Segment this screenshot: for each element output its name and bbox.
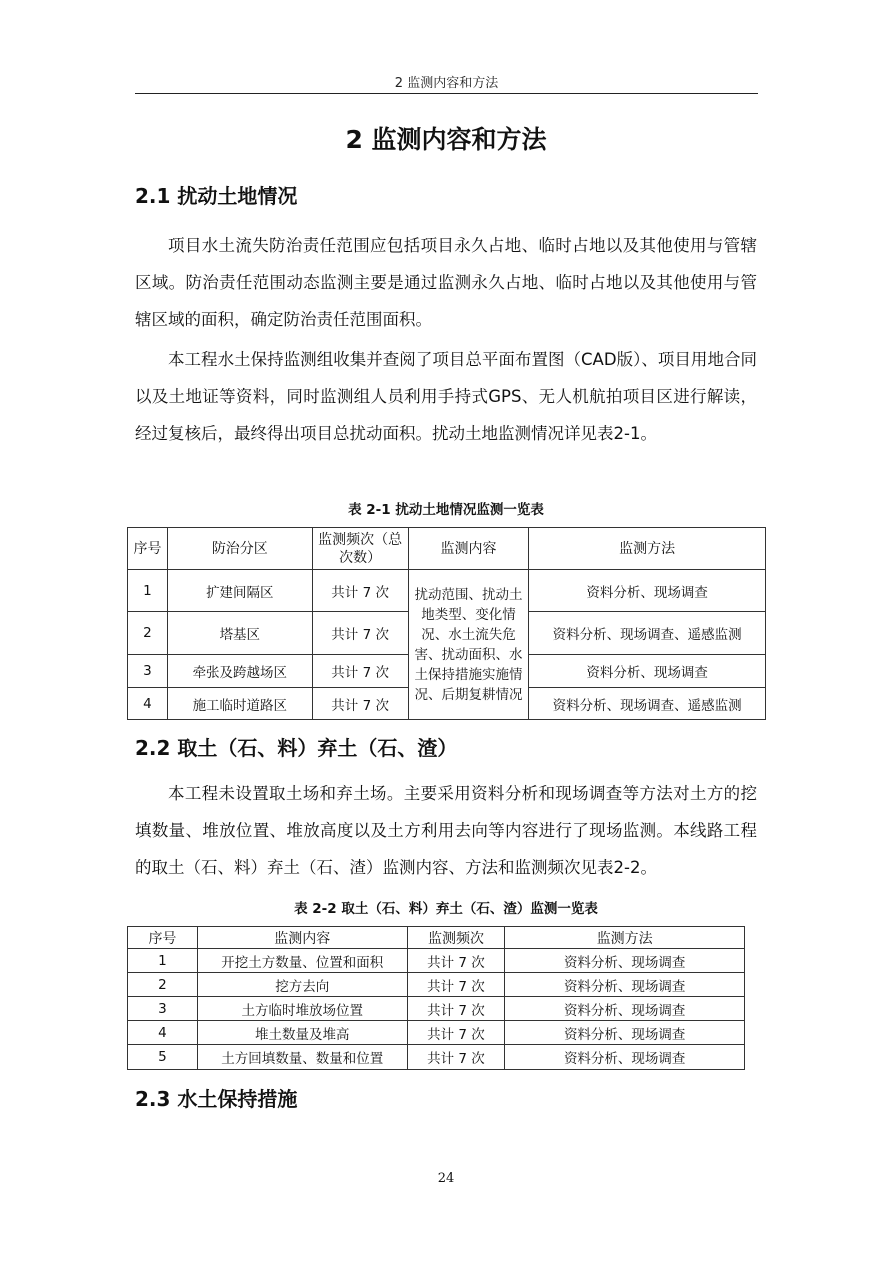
- row-frequency: 共计 7 次: [312, 688, 408, 720]
- row-frequency: 共计 7 次: [407, 949, 505, 973]
- row-no: 4: [128, 1021, 198, 1045]
- row-no: 1: [128, 570, 168, 612]
- row-method: 资料分析、现场调查: [529, 655, 766, 688]
- row-frequency: 共计 7 次: [407, 997, 505, 1021]
- table-header-row: [128, 927, 745, 949]
- header-content: 监测内容: [408, 528, 529, 570]
- row-method: 资料分析、现场调查: [505, 949, 745, 973]
- header-zone: 防治分区: [167, 528, 312, 570]
- header-no: 序号: [128, 528, 168, 570]
- header-frequency: 监测频次（总次数）: [312, 528, 408, 570]
- row-content: 堆土数量及堆高: [197, 1021, 407, 1045]
- row-no: 5: [128, 1045, 198, 1070]
- row-method: 资料分析、现场调查: [529, 570, 766, 612]
- header-content: 监测内容: [197, 927, 407, 949]
- table-caption-2-1: 表 2-1 扰动土地情况监测一览表: [348, 502, 544, 518]
- row-content: 土方临时堆放场位置: [197, 997, 407, 1021]
- row-no: 2: [128, 612, 168, 655]
- table-row: [128, 997, 745, 1021]
- row-zone: 牵张及跨越场区: [167, 655, 312, 688]
- header-no: 序号: [128, 927, 198, 949]
- row-frequency: 共计 7 次: [407, 1021, 505, 1045]
- chapter-title: 2 监测内容和方法: [345, 125, 547, 154]
- running-header: 2 监测内容和方法: [394, 76, 499, 91]
- paragraph-2-2: 本工程未设置取土场和弃土场。主要采用资料分析和现场调查等方法对土方的挖填数量、堆放位置、堆放高度以及土方利用去向等内容进行了现场监测。本线路工程的取土（石、料）弃土（石、渣）监测内容、方法和监测频次见表2-2。: [135, 784, 757, 877]
- table-header-row: [128, 528, 766, 570]
- header-rule: [135, 93, 758, 94]
- disturbed-land-table: [127, 527, 766, 720]
- row-no: 3: [128, 997, 198, 1021]
- table-row: [128, 949, 745, 973]
- row-frequency: 共计 7 次: [407, 1045, 505, 1070]
- table-row: [128, 570, 766, 612]
- row-content-merged: 扰动范围、扰动土地类型、变化情况、水土流失危害、扰动面积、水土保持措施实施情况、后期复耕情况: [408, 570, 529, 720]
- row-zone: 扩建间隔区: [167, 570, 312, 612]
- header-frequency: 监测频次: [407, 927, 505, 949]
- row-content: 挖方去向: [197, 973, 407, 997]
- row-zone: 施工临时道路区: [167, 688, 312, 720]
- section-heading-2-1: 2.1 扰动土地情况: [135, 184, 298, 208]
- row-frequency: 共计 7 次: [312, 655, 408, 688]
- row-no: 2: [128, 973, 198, 997]
- section-heading-2-2: 2.2 取土（石、料）弃土（石、渣）: [135, 736, 458, 760]
- row-frequency: 共计 7 次: [407, 973, 505, 997]
- section-heading-2-3: 2.3 水土保持措施: [135, 1087, 298, 1111]
- row-frequency: 共计 7 次: [312, 570, 408, 612]
- header-method: 监测方法: [505, 927, 745, 949]
- paragraph-2-1-a: 项目水土流失防治责任范围应包括项目永久占地、临时占地以及其他使用与管辖区域。防治责任范围动态监测主要是通过监测永久占地、临时占地以及其他使用与管辖区域的面积，确定防治责任范围面积。: [135, 236, 757, 329]
- header-method: 监测方法: [529, 528, 766, 570]
- row-method: 资料分析、现场调查、遥感监测: [529, 688, 766, 720]
- row-method: 资料分析、现场调查: [505, 973, 745, 997]
- row-content: 开挖土方数量、位置和面积: [197, 949, 407, 973]
- page-number: 24: [437, 1171, 455, 1186]
- row-method: 资料分析、现场调查: [505, 997, 745, 1021]
- row-no: 4: [128, 688, 168, 720]
- row-content: 土方回填数量、数量和位置: [197, 1045, 407, 1070]
- row-frequency: 共计 7 次: [312, 612, 408, 655]
- paragraph-2-1-b: 本工程水土保持监测组收集并查阅了项目总平面布置图（CAD版）、项目用地合同以及土地证等资料，同时监测组人员利用手持式GPS、无人机航拍项目区进行解读，经过复核后，最终得出项目总扰动面积。扰动土地监测情况详见表2-1。: [135, 350, 757, 443]
- spoil-monitoring-table: [127, 926, 745, 1070]
- row-no: 1: [128, 949, 198, 973]
- row-method: 资料分析、现场调查: [505, 1045, 745, 1070]
- table-row: [128, 973, 745, 997]
- row-method: 资料分析、现场调查: [505, 1021, 745, 1045]
- table-caption-2-2: 表 2-2 取土（石、料）弃土（石、渣）监测一览表: [294, 901, 598, 917]
- row-zone: 塔基区: [167, 612, 312, 655]
- row-method: 资料分析、现场调查、遥感监测: [529, 612, 766, 655]
- row-no: 3: [128, 655, 168, 688]
- table-row: [128, 1021, 745, 1045]
- table-row: [128, 1045, 745, 1070]
